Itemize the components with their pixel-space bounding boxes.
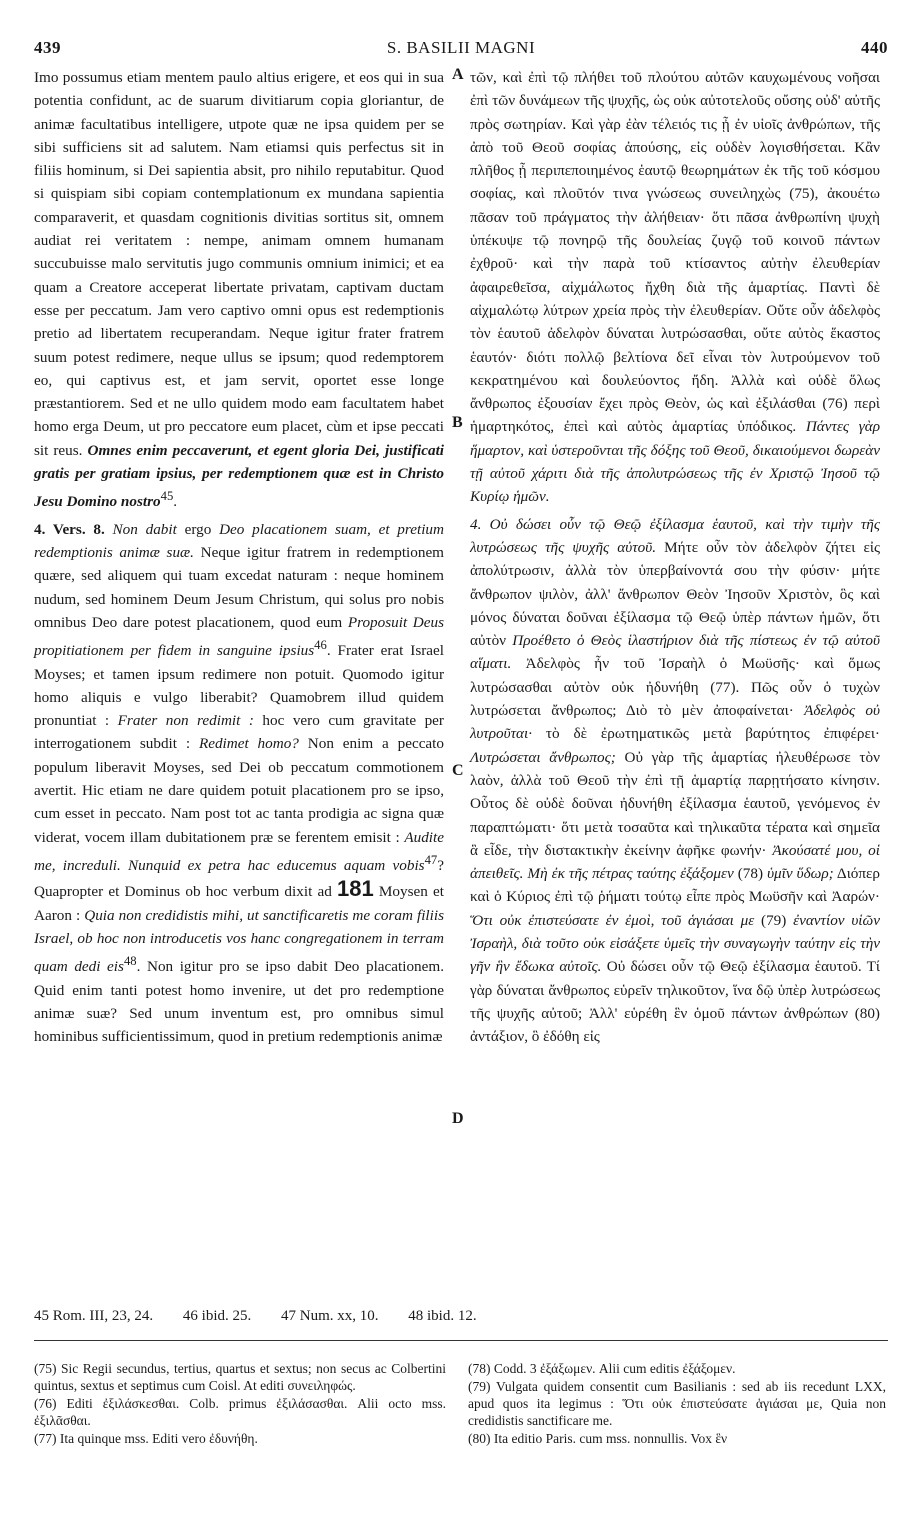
latin-quote: Redimet homo? — [198, 735, 299, 753]
footnotes-right — [468, 1360, 886, 1448]
scripture-references — [34, 1308, 674, 1325]
reference-item: 48 ibid. 12. — [408, 1308, 477, 1324]
margin-letter-c: C — [452, 762, 464, 779]
greek-text: τὸ δὲ ἐρωτηματικῶς μετὰ βαρύτητος ἐπιφέρει· — [532, 725, 880, 743]
greek-quote: Ὅτι οὐκ ἐπιστεύσατε ἐν ἐμοὶ, τοῦ ἁγιάσαι με — [470, 911, 755, 929]
greek-text: (78) — [733, 865, 768, 883]
footnote: (79) Vulgata quidem consentit cum Basilianis : sed ab iis recedunt LXX, apud quos ita legimus : Ὅτι οὐκ ἐπιστεύσατε ἁγιάσαι με, Quia non credidistis sanctificare me. — [468, 1379, 886, 1428]
greek-column — [470, 66, 880, 1048]
greek-paragraph-1 — [470, 66, 880, 509]
page-number-left: 439 — [34, 38, 61, 57]
footnote: (75) Sic Regii secundus, tertius, quartus et sextus; non secus ac Colbertini quintus, sextus et septimus cum Coisl. At editi συνειληφώς. — [34, 1361, 446, 1393]
latin-text: Non enim a peccato populum liberavit Moyses, sed Dei ob peccatum commotionem avertit. Hic etiam ne dare quidem potuit placationem pro se ipso, cum esset in peccato. Nam post tot ac tanta prodigia ac signa quæ viderat, vocem illam dubitationem præ se ferentem emisit : — [34, 735, 444, 846]
footnote: (78) Codd. 3 ἐξάξωμεν. Alii cum editis ἐξάξομεν. — [468, 1361, 736, 1376]
latin-text: Imo possumus etiam mentem paulo altius erigere, et eos qui in sua potentia confidunt, ac de suarum divitiarum copia gloriantur, de animæ facultatibus intelligere, utpote quæ ne ipsa quidem per se sibi sufficiens sit ad salutem. Nam etiamsi quis perfectus sit in filiis hominum, si Dei sapientia absit, pro nihilo reputabitur. Quod si quispiam sibi copiam contemplationum ex mundana sapientia comparaverit, et quasdam cognitionis divitias sortitus sit, omnem audiat rei veritatem : nempe, animam omnem humanam succubuisse malo servitutis jugo communis omnium inimici; et ea quam a Creatore acceperat libertate privatam, captivam ductam esse per peccatum. Jam vero captivo omni opus est redemptionis pretio ad libertatem recuperandam. Neque igitur frater fratrem suum potest redimere, neque ullus se ipsum; quod redemptorem eo, qui captivus est, et jam servit, oportet esse longe præstantiorem. Sed et ne ullo quidem modo eam facultatem habet homo erga Deum, ut pro peccatore eum placet, cùm et ipse peccati sit reus. — [34, 69, 444, 459]
running-title: S. BASILII MAGNI — [386, 38, 536, 57]
latin-quote: Non dabit — [112, 520, 177, 538]
greek-text: Οὐ γὰρ τῆς ἁμαρτίας ἠλευθέρωσε τὸν λαὸν, ἀλλὰ τοῦ Θεοῦ τὴν ἐπὶ τῇ ἁμαρτίᾳ παρῃτήσατο κίνησιν. Οὗτος δὲ οὐδὲ δοῦναι ἠδυνήθη ἐξίλασμα ἑαυτοῦ, γενόμενος ἐν παραπτώματι· ὅτι μετὰ τοσαῦτα καὶ τηλικαῦτα τέρατα καὶ σημεῖα ἃ εἶδε, τὴν διστακτικὴν ἐκείνην ἀφῆκε φωνήν· — [470, 748, 880, 859]
greek-quote: Ἀκούσατέ μου, οἱ ἀπειθεῖς. Μὴ ἐκ τῆς πέτρας ταύτης ἐξάξομεν — [470, 841, 880, 883]
reference-item: 46 ibid. 25. — [182, 1308, 252, 1324]
margin-letter-d: D — [452, 1110, 464, 1127]
latin-paragraph-2 — [34, 518, 444, 1049]
latin-text: ergo — [176, 520, 220, 538]
greek-quote: Λυτρώσεται ἄνθρωπος; — [470, 748, 616, 766]
latin-scripture-quote: Omnes enim peccaverunt, et egent gloria Dei, justificati gratis per gratiam ipsius, per redemptionem quæ est in Christo Jesu Domino nostro — [34, 441, 445, 511]
greek-quote: ὑμῖν ὕδωρ; — [767, 865, 834, 883]
page-number-right: 440 — [861, 38, 888, 57]
latin-paragraph-1: Imo possumus etiam mentem paulo altius erigere, et eos qui in sua potentia confidunt, ac de suarum divitiarum copia gloriantur, de animæ facultatibus intelligere, utpote quæ ne ipsa quidem per se sibi sufficiens sit ad salutem. Nam etiamsi quis perfectus sit in filiis hominum, si Dei sapientia absit, pro nihilo reputabitur. Quod si quispiam sibi copiam contemplationum ex mundana sapientia comparaverit, et quasdam cognitionis divitias sortitus sit, omnem audiat rei veritatem : nempe, animam omnem humanam succubuisse malo servitutis jugo communis omnium inimici; et ea quam a Creatore acceperat libertate privatam, captivam ductam esse per peccatum. Jam vero captivo omni opus est redemptionis pretio ad libertatem recuperandam. Neque igitur frater fratrem suum potest redimere, neque ullus se ipsum; quod redemptorem eo, qui captivus est, et jam servit, oportet esse longe præstantiorem. Sed et ne ullo quidem modo eam facultatem habet homo erga Deum, ut pro peccatore eum placet, cùm et ipse peccati sit reus. Omnes enim peccaverunt, et egent gloria Dei, justificati gratis per gratiam ipsius, per redemptionem quæ est in Christo Jesu Domino nostro$^{45}$. — [34, 69, 445, 511]
footnote: (76) Editi ἐξιλάσκεσθαι. Colb. primus ἐξιλάσασθαι. Alii octo mss. ἐξιλᾶσθαι. — [34, 1396, 446, 1428]
latin-text: Neque igitur fratrem in redemptionem quære, sed aliquem qui tuam excedat naturam : neque hominem nudum, sed hominem Deum Jesum Christum, qui solus pro nobis omnibus Deo dare potest placationem, quod eum — [34, 544, 444, 631]
footnote-divider — [34, 1340, 888, 1341]
greek-quote: Ἀδελφὸς οὐ λυτροῦται· — [470, 702, 880, 743]
latin-quote: Frater non redimit : — [117, 712, 254, 730]
footnotes-left — [34, 1360, 446, 1448]
latin-text: ? Quapropter et Dominus ob hoc verbum dixit ad — [34, 856, 444, 901]
footnote-ref: 45 — [160, 489, 174, 504]
latin-quote: Proposuit Deus propitiationem per fidem in sanguine ipsius — [34, 613, 444, 660]
greek-quote: ἐναντίον υἱῶν Ἰσραὴλ, διὰ τοῦτο οὐκ εἰσάξετε ὑμεῖς τὴν συναγωγὴν ταύτην εἰς τὴν γῆν ἣν ἔδωκα αὐτοῖς. — [470, 911, 880, 976]
footnote: (80) Ita editio Paris. cum mss. nonnullis. Vox ἓν — [468, 1431, 728, 1446]
greek-text: Ἀδελφὸς ἦν τοῦ Ἰσραὴλ ὁ Μωϋσῆς· καὶ ὅμως λυτρώσασθαι αὐτὸν οὐκ ἠδυνήθη (77). Πῶς οὖν ὁ τυχὼν λυτρώσεται ἄνθρωπος; Διὸ τὸ μὲν ἀποφαίνεται· — [470, 655, 880, 720]
latin-quote: Quia non credidistis mihi, ut sanctificaretis me coram filiis Israel, ob hoc non introducetis vos hanc congregationem in terram quam dedi eis — [34, 906, 444, 976]
latin-column — [34, 66, 444, 1048]
original-page-number: 181 — [337, 876, 374, 902]
reference-item: 45 Rom. III, 23, 24. — [34, 1308, 154, 1324]
greek-paragraph-2 — [470, 513, 880, 1049]
footnote-ref: 47 — [424, 852, 438, 867]
verse-marker: 4. Vers. 8. — [34, 520, 105, 538]
footnote-ref: 48 — [123, 954, 137, 969]
reference-item: 47 Num. xx, 10. — [281, 1308, 379, 1324]
footnote-ref: 46 — [314, 638, 327, 653]
greek-quote: 4. Οὐ δώσει οὖν τῷ Θεῷ ἐξίλασμα ἑαυτοῦ, καὶ τὴν τιμὴν τῆς λυτρώσεως τῆς ψυχῆς αὐτοῦ. — [470, 515, 880, 556]
running-header — [34, 38, 888, 62]
greek-scripture-quote: Πάντες γὰρ ἥμαρτον, καὶ ὑστεροῦνται τῆς δόξης τοῦ Θεοῦ, δικαιούμενοι δωρεὰν τῇ αὐτοῦ χάριτι διὰ τῆς ἀπολυτρώσεως τῆς ἐν Χριστῷ Ἰησοῦ τῷ Κυρίῳ ἡμῶν. — [470, 418, 880, 506]
margin-letter-a: A — [452, 66, 464, 83]
greek-quote: Προέθετο ὁ Θεὸς ἱλαστήριον διὰ τῆς πίστεως ἐν τῷ αὐτοῦ αἵματι. — [470, 632, 880, 673]
footnote: (77) Ita quinque mss. Editi vero ἐδυνήθη. — [34, 1431, 258, 1446]
latin-text: Moysen et Aaron : — [34, 883, 444, 924]
margin-letter-b: B — [452, 414, 463, 431]
latin-text: hoc vero cum gravitate per interrogationem subdit : — [34, 712, 444, 753]
latin-quote: Audite me, increduli. Nunquid ex petra hac educemus aquam vobis — [34, 828, 444, 874]
greek-text: Οὐ δώσει οὖν τῷ Θεῷ ἐξίλασμα ἑαυτοῦ. Τί γὰρ δύναται ἄνθρωπος εὑρεῖν τηλικοῦτον, ἵνα δῷ ὑπὲρ λυτρώσεως τῆς ψυχῆς αὐτοῦ; Ἀλλ' εὑρέθη ἓν ὁμοῦ πάντων ἀνθρώπων (80) ἀντάξιον, ὃ ἐδόθη εἰς — [470, 958, 881, 1046]
greek-text: τῶν, καὶ ἐπὶ τῷ πλήθει τοῦ πλούτου αὐτῶν καυχωμένους νοῆσαι ἐπὶ τῶν δυνάμεων τῆς ψυχῆς, ὡς οὐκ αὐτοτελοῦς οὔσης οὐδ' αὐτῆς πρὸς σωτηρίαν. Καὶ γὰρ ἐὰν τέλειός τις ᾖ ἐν υἱοῖς ἀνθρώπων, τῆς ἀπὸ τοῦ Θεοῦ σοφίας ἀπούσης, εἰς οὐδὲν λογισθήσεται. Κἂν πλῆθος ᾖ περιπεποιημένος ἑαυτῷ θεωρημάτων ἐκ τῆς τοῦ κόσμου σοφίας, καὶ πλοῦτόν τινα γνώσεως συνειληχὼς (75), ἀκουέτω πᾶσαν τοῦ πράγματος τὴν ἀλήθειαν· ὅτι πᾶσα ἀνθρωπίνη ψυχὴ ὑπέκυψε τῷ πονηρῷ τῆς δουλείας ζυγῷ τοῦ κοινοῦ πάντων ἐχθροῦ· καὶ τὴν παρὰ τοῦ κτίσαντος αὐτὴν ἐλευθερίαν ἀφαιρεθεῖσα, αἰχμάλωτος ἤχθη διὰ τῆς ἁμαρτίας. Παντὶ δὲ αἰχμαλώτῳ λύτρων χρεία πρὸς τὴν ἐλευθερίαν. Οὔτε οὖν ἀδελφὸς τὸν ἑαυτοῦ ἀδελφὸν δύναται λυτρώσασθαι, οὔτε αὐτὸς ἕκαστος ἑαυτόν· διότι πολλῷ βελτίονα δεῖ εἶναι τὸν λυτρούμενον τοῦ κεκρατημένου καὶ δουλεύοντος ἤδη. Ἀλλὰ καὶ οὐδὲ ὅλως ἄνθρωπος ἐξουσίαν ἔχει πρὸς Θεὸν, ὡς καὶ ἐξιλάσθαι (76) περὶ ἡμαρτηκότος, ἐπεὶ καὶ αὐτὸς ἁμαρτίας ὑπόδικος. — [470, 69, 880, 436]
latin-text: . Frater erat Israel Moyses; et tamen ipsum redimere non potuit. Quomodo igitur homo aliquis e vulgo liberabit? Quamobrem illud quidem pronuntiat : — [34, 642, 444, 730]
latin-quote: Deo placationem suam, et pretium redemptionis animæ suæ. — [34, 520, 444, 561]
greek-text: Μήτε οὖν τὸν ἀδελφὸν ζήτει εἰς ἀπολύτρωσιν, ἀλλὰ τὸν ὑπερβαίνοντά σου τὴν φύσιν· μήτε ἄνθρωπον ψιλὸν, ἀλλ' ἄνθρωπον Θεὸν Ἰησοῦν Χριστὸν, ὃς καὶ μόνος δύναται δοῦναι ἐξίλασμα τῷ Θεῷ ὑπὲρ πάντων ἡμῶν, ὅτι αὐτὸν — [470, 538, 880, 650]
latin-text: . Non igitur pro se ipso dabit Deo placationem. Quid enim tanti potest homo invenire, ut det pro redemptione animæ suæ? Sed unum inventum est, pro omnibus simul hominibus sufficientissimum, quod in pretium redemptionis animæ — [34, 958, 444, 1046]
greek-text: (79) — [754, 911, 794, 929]
greek-text: Διόπερ καὶ ὁ Κύριος ἐπὶ τῷ ῥήματι τούτῳ εἶπε πρὸς Μωϋσῆν καὶ Ἀαρών· — [470, 865, 881, 906]
